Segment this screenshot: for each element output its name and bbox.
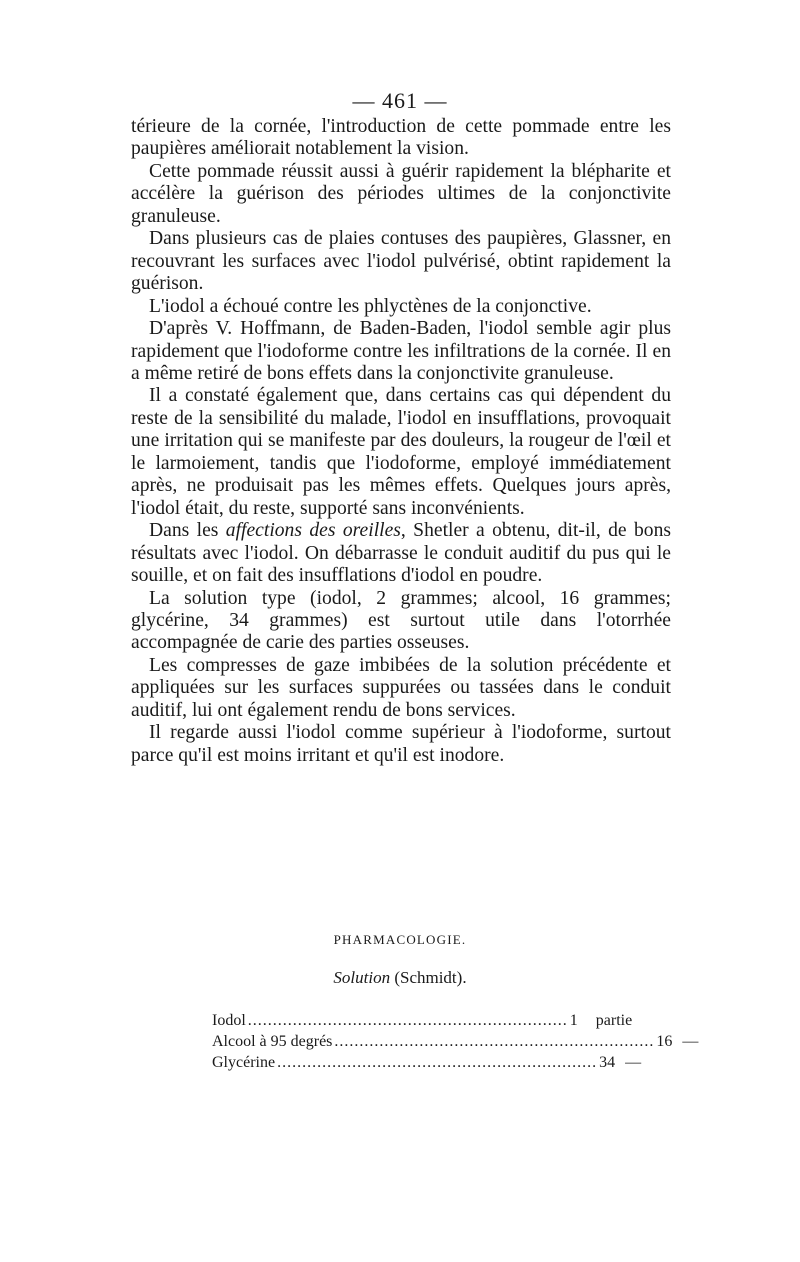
formula-row — [212, 1031, 699, 1052]
paragraph: Il regarde aussi l'iodol comme supérieur à l'iodoforme, surtout parce qu'il est moins irritant et qu'il est inodore. — [131, 722, 671, 766]
ingredient-quantity: 1 — [569, 1012, 578, 1029]
page-number: — 461 — — [352, 88, 448, 113]
formula-title-italic: Solution — [333, 968, 391, 987]
paragraph: L'iodol a échoué contre les phlyctènes de la conjonctive. — [149, 295, 592, 317]
paragraph: La solution type (iodol, 2 grammes; alcool, 16 grammes; glycérine, 34 grammes) est surtout utile dans l'otorrhée accompagnée de carie des parties osseuses. — [131, 587, 671, 654]
paragraph: Il a constaté également que, dans certains cas qui dépendent du reste de la sensibilité du malade, l'iodol en insufflations, provoquait une irritation qui se manifeste par des douleurs, la rougeur de l'œil et le larmoiement, tandis que l'iodoforme, employé immédiatement après, ne produisait pas les mêmes effets. Quelques jours après, l'iodol était, du reste, supporté sans inconvénients. — [131, 385, 671, 519]
paragraph-text: Dans les — [149, 520, 226, 542]
ingredient-name: Alcool à 95 degrés — [212, 1033, 333, 1050]
formula-table — [212, 1010, 699, 1073]
paragraph-text: , Shetler a obtenu, dit-il, de bons résultats avec l'iodol. On débarrasse le conduit auditif du pus qui le souille, et on fait des insufflations d'iodol en poudre. — [131, 520, 671, 587]
paragraph — [131, 520, 671, 587]
ingredient-quantity: 34 — [599, 1054, 616, 1071]
paragraph: Cette pommade réussit aussi à guérir rapidement la blépharite et accélère la guérison des périodes ultimes de la conjonctivite granuleuse. — [131, 160, 671, 227]
formula-title-author: (Schmidt). — [390, 968, 467, 987]
paragraph: térieure de la cornée, l'introduction de cette pommade entre les paupières améliorait notablement la vision. — [131, 116, 671, 160]
ingredient-unit: — — [625, 1054, 642, 1071]
italic-term: affections des oreilles — [225, 520, 401, 542]
paragraph: Les compresses de gaze imbibées de la solution précédente et appliquées sur les surfaces suppurées ou tassées dans le conduit auditif, lui ont également rendu de bons services. — [131, 654, 671, 721]
dot-leader: ................................................................ — [334, 1033, 655, 1050]
ingredient-quantity: 16 — [656, 1033, 673, 1050]
ingredient-name: Glycérine — [212, 1054, 276, 1071]
ingredient-unit: — — [682, 1033, 699, 1050]
paragraph: Dans plusieurs cas de plaies contuses des paupières, Glassner, en recouvrant les surfaces avec l'iodol pulvérisé, obtint rapidement la guérison. — [131, 228, 671, 295]
ingredient-name: Iodol — [212, 1012, 246, 1029]
section-heading: PHARMACOLOGIE. — [333, 932, 467, 947]
dot-leader: ................................................................ — [277, 1054, 598, 1071]
dot-leader: ................................................................ — [247, 1012, 568, 1029]
formula-title — [0, 968, 800, 988]
paragraph: D'après V. Hoffmann, de Baden-Baden, l'iodol semble agir plus rapidement que l'iodoforme contre les infiltrations de la cornée. Il en a même retiré de bons effets dans la conjonctivite granuleuse. — [131, 318, 671, 384]
formula-row — [212, 1052, 642, 1073]
body-text — [131, 116, 671, 767]
formula-row — [212, 1010, 633, 1031]
ingredient-unit: partie — [595, 1012, 633, 1029]
